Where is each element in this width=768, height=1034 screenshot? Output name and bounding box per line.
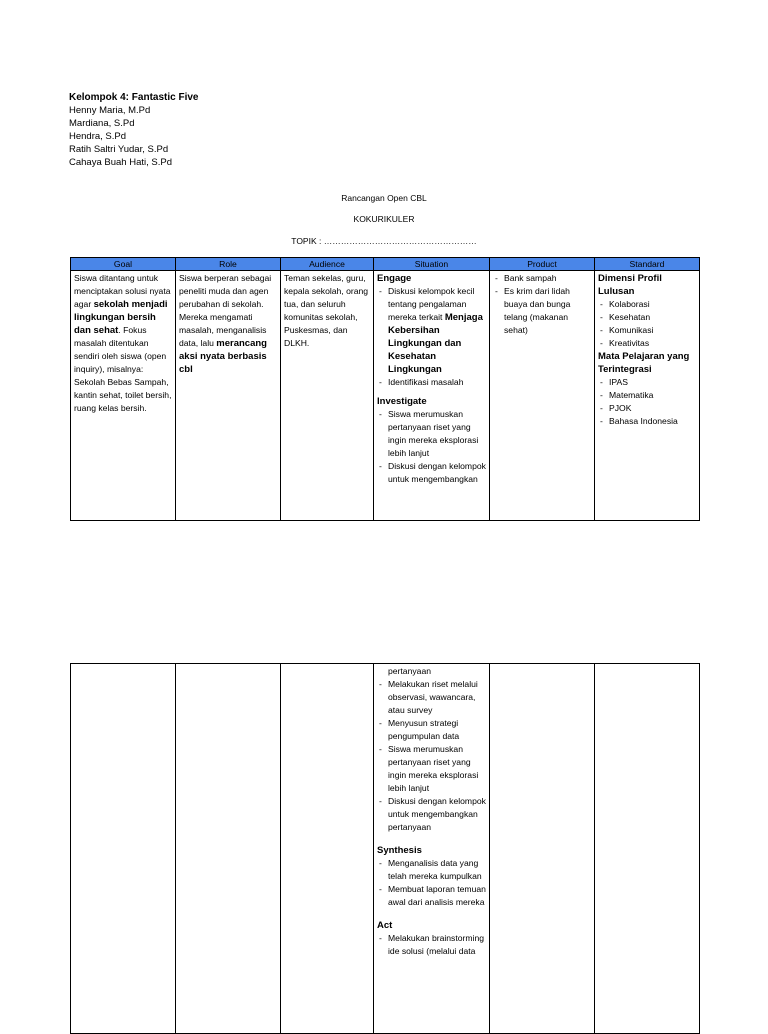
goal-text-1: Siswa ditantang untuk menciptakan solusi nyata agar: [74, 273, 171, 309]
header-goal: Goal: [71, 258, 176, 271]
standard-cell: [595, 271, 700, 521]
product-list: [493, 272, 591, 337]
member-1: Henny Maria, M.Pd: [69, 105, 151, 116]
role-text: Siswa berperan sebagai peneliti muda dan agen perubahan di sekolah. Mereka mengamati masalah, menganalisis data, lalu: [179, 273, 272, 348]
list-item: - Es krim dari lidah buaya dan bunga telang (makanan sehat): [493, 285, 591, 337]
topik-line: TOPIK : ………………………………………………: [291, 236, 477, 246]
list-item: - Menganalisis data yang telah mereka kumpulkan: [377, 857, 486, 883]
standard-cell-continued: [595, 664, 700, 1034]
synthesis-list: [377, 857, 486, 909]
investigate-title: Investigate: [377, 396, 427, 407]
header-role: Role: [176, 258, 281, 271]
product-cell: [490, 271, 595, 521]
cbl-table-continued: [70, 663, 700, 1034]
list-item: - Diskusi dengan kelompok untuk mengembangkan: [377, 460, 486, 486]
product-cell-continued: [490, 664, 595, 1034]
investigate-list: [377, 408, 486, 486]
act-title: Act: [377, 920, 393, 931]
list-item: - Melakukan riset melalui observasi, wawancara, atau survey: [377, 678, 486, 717]
engage-title: Engage: [377, 273, 412, 284]
list-item: - Siswa merumuskan pertanyaan riset yang ingin mereka eksplorasi lebih lanjut: [377, 743, 486, 795]
list-item: - IPAS: [598, 376, 696, 389]
engage-list: [377, 285, 486, 389]
table-row: [71, 271, 700, 521]
goal-cell-continued: [71, 664, 176, 1034]
doc-subtitle: KOKURIKULER: [353, 214, 415, 224]
standard-title-2: Mata Pelajaran yang Terintegrasi: [598, 351, 690, 375]
member-4: Ratih Saltri Yudar, S.Pd: [69, 144, 169, 155]
audience-cell-continued: [281, 664, 374, 1034]
synthesis-title: Synthesis: [377, 845, 422, 856]
list-item: - Siswa merumuskan pertanyaan riset yang ingin mereka eksplorasi lebih lanjut: [377, 408, 486, 460]
goal-bold: sekolah menjadi lingkungan bersih dan sehat: [74, 299, 168, 336]
standard-list-1: [598, 298, 696, 350]
group-info: [69, 91, 198, 169]
list-item: - Komunikasi: [598, 324, 696, 337]
header-product: Product: [490, 258, 595, 271]
member-3: Hendra, S.Pd: [69, 131, 127, 142]
list-item: - Bank sampah: [493, 272, 591, 285]
goal-cell: [71, 271, 176, 521]
list-item: - Membuat laporan temuan awal dari analisis mereka: [377, 883, 486, 909]
list-item: - PJOK: [598, 402, 696, 415]
list-item: - Kesehatan: [598, 311, 696, 324]
role-bold: merancang aksi nyata berbasis cbl: [179, 338, 267, 375]
group-title: Kelompok 4: Fantastic Five: [69, 92, 199, 103]
role-cell-continued: [176, 664, 281, 1034]
standard-list-2: [598, 376, 696, 428]
act-list: [377, 932, 486, 958]
goal-text-2: . Fokus masalah ditentukan sendiri oleh siswa (open inquiry), misalnya: Sekolah Bebas Sampah, kantin sehat, toilet bersih, ruang kelas bersih.: [74, 325, 172, 413]
list-item: - Kreativitas: [598, 337, 696, 350]
table-header-row: [71, 258, 700, 271]
investigate-list-continued: [377, 678, 486, 834]
header-situation: Situation: [374, 258, 490, 271]
situation-cell: [374, 271, 490, 521]
list-item: - Melakukan brainstorming ide solusi (melalui data: [377, 932, 486, 958]
member-5: Cahaya Buah Hati, S.Pd: [69, 157, 172, 168]
audience-cell: Teman sekelas, guru, kepala sekolah, orang tua, dan seluruh komunitas sekolah, Puskesmas, dan DLKH.: [281, 271, 374, 521]
cbl-table: [70, 257, 700, 521]
list-item: - Kolaborasi: [598, 298, 696, 311]
list-item: - Diskusi kelompok kecil tentang pengalaman mereka terkait Menjaga Kebersihan Lingkungan dan Kesehatan Lingkungan: [377, 285, 486, 376]
list-item: - Identifikasi masalah: [377, 376, 486, 389]
continued-text: pertanyaan: [388, 666, 432, 676]
list-item: - Bahasa Indonesia: [598, 415, 696, 428]
role-cell: [176, 271, 281, 521]
list-item: - Diskusi dengan kelompok untuk mengembangkan pertanyaan: [377, 795, 486, 834]
list-item: - Menyusun strategi pengumpulan data: [377, 717, 486, 743]
list-item: - Matematika: [598, 389, 696, 402]
table-row: [71, 664, 700, 1034]
situation-cell-continued: [374, 664, 490, 1034]
doc-title: Rancangan Open CBL: [341, 193, 427, 203]
header-audience: Audience: [281, 258, 374, 271]
standard-title-1: Dimensi Profil Lulusan: [598, 273, 662, 297]
member-2: Mardiana, S.Pd: [69, 118, 135, 129]
header-standard: Standard: [595, 258, 700, 271]
